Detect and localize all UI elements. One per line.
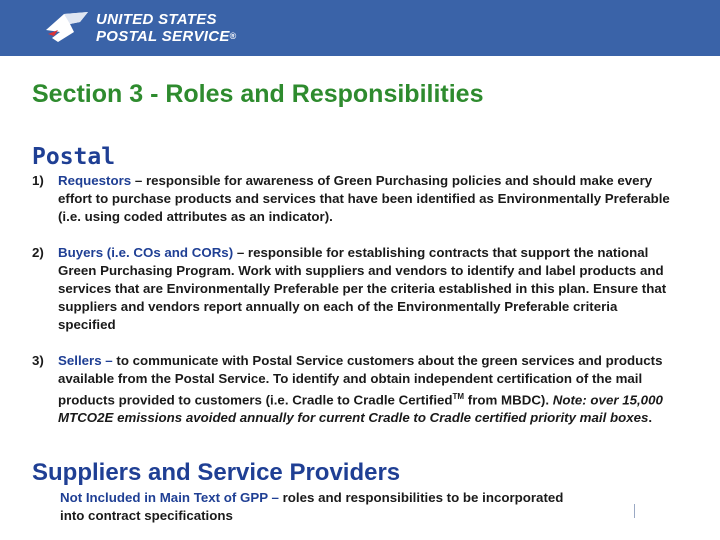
role-term: Requestors xyxy=(58,173,132,188)
suppliers-note xyxy=(60,489,580,525)
suppliers-heading: Suppliers and Service Providers xyxy=(32,459,401,486)
postal-heading: Postal xyxy=(32,144,116,170)
brand-line-1: UNITED STATES xyxy=(96,11,217,28)
item-number: 3) xyxy=(32,353,44,368)
trademark-mark: TM xyxy=(452,392,465,401)
list-item-sellers xyxy=(32,352,672,427)
emissions-note: Note: over 15,000 MTCO2E emissions avoided annually for current Cradle to Cradle certified priority mail boxes xyxy=(58,392,663,426)
role-description-cont: from MBDC). xyxy=(464,392,553,408)
list-item-buyers xyxy=(32,244,672,334)
suppliers-description: roles and responsibilities to be incorporated into contract specifications xyxy=(60,490,564,523)
suppliers-term: Not Included in Main Text of GPP – xyxy=(60,490,279,505)
brand-line-2 xyxy=(96,28,237,45)
header-banner xyxy=(0,0,720,56)
postal-roles-list xyxy=(32,172,672,445)
role-term: Sellers – xyxy=(58,353,113,368)
brand-wordmark xyxy=(96,11,237,45)
registered-mark: ® xyxy=(229,31,237,41)
page-title: Section 3 - Roles and Responsibilities xyxy=(32,80,484,108)
item-number: 2) xyxy=(32,245,44,260)
brand-line-2-text: POSTAL SERVICE xyxy=(96,28,230,45)
divider-mark xyxy=(634,504,635,518)
note-end: . xyxy=(648,410,653,426)
eagle-logo-icon xyxy=(44,8,90,48)
role-term: Buyers (i.e. COs and CORs) xyxy=(58,245,234,260)
list-item-requestors xyxy=(32,172,672,226)
item-number: 1) xyxy=(32,173,44,188)
role-description: – responsible for establishing contracts that support the national Green Purchasing Program. Work with suppliers and vendors to identify and label products and services that are Environmentally Preferable per the criteria established in this plan. Ensure that suppliers and vendors report annually on each of the Environmentally Preferable criteria specified xyxy=(58,245,667,332)
role-description: to communicate with Postal Service customers about the green services and products available from the Postal Service. To identify and obtain independent certification of the mail products provided to customers (i.e. Cradle to Cradle Certified xyxy=(58,353,663,408)
role-description: – responsible for awareness of Green Purchasing policies and should make every effort to purchase products and services that have been identified as Environmentally Preferable (i.e. using coded attributes as an indicator). xyxy=(58,173,670,224)
